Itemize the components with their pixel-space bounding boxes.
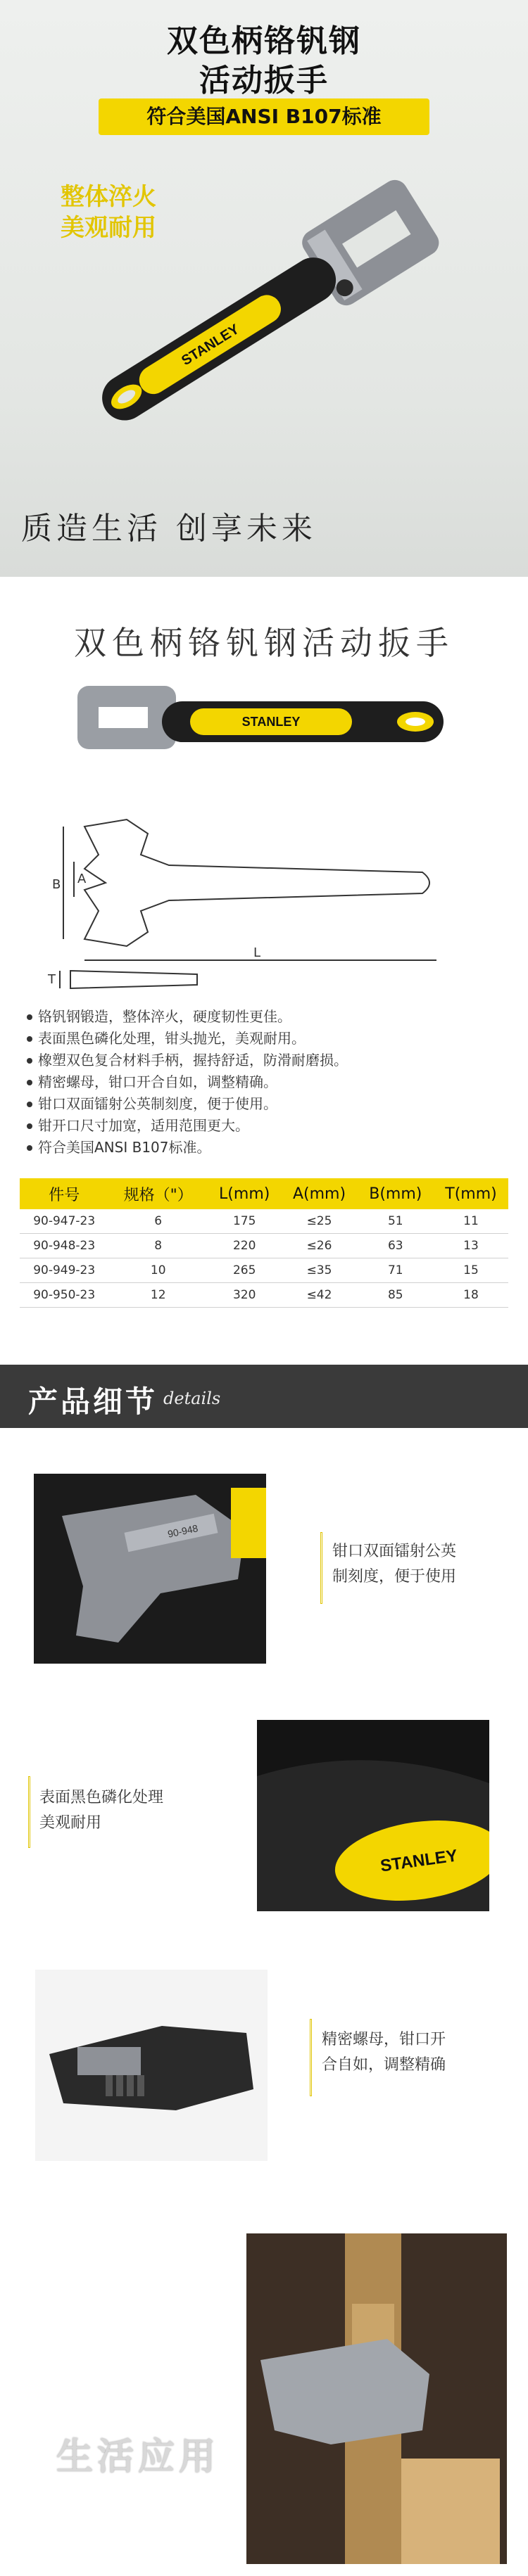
callout3-line1: 精密螺母，钳口开 (322, 2031, 446, 2048)
col-header-t: T(mm) (434, 1178, 508, 1209)
bullet-item (27, 1006, 449, 1028)
col-header-part-no: 件号 (20, 1178, 108, 1209)
table-cell: 175 (208, 1209, 281, 1234)
col-header-b: B(mm) (358, 1178, 434, 1209)
bullet-text: 钳口双面镭射公英制刻度，便于使用。 (38, 1095, 277, 1112)
table-cell: 11 (434, 1209, 508, 1234)
detail-photo-nut (35, 1970, 268, 2161)
dim-label-l: L (253, 945, 261, 960)
bullet-text: 铬钒钢锻造，整体淬火，硬度韧性更佳。 (38, 1008, 291, 1025)
table-cell: ≤25 (281, 1209, 357, 1234)
details-title-cn: 产品细节 (28, 1384, 158, 1419)
bullet-item (27, 1050, 449, 1071)
table-cell: ≤35 (281, 1258, 357, 1283)
table-cell: 90-948-23 (20, 1234, 108, 1258)
callout3-line (310, 2019, 312, 2096)
dim-label-t: T (48, 972, 56, 987)
bullet-text: 橡塑双色复合材料手柄，握持舒适，防滑耐磨损。 (38, 1052, 348, 1069)
table-row (20, 1234, 508, 1258)
details-header-bar (0, 1365, 528, 1428)
table-cell: 320 (208, 1283, 281, 1308)
table-cell: 8 (108, 1234, 208, 1258)
table-cell: 90-949-23 (20, 1258, 108, 1283)
table-cell: 63 (358, 1234, 434, 1258)
table-cell: 13 (434, 1234, 508, 1258)
hero-wrench-image (42, 162, 493, 485)
callout3-line2: 合自如，调整精确 (322, 2056, 446, 2074)
table-row (20, 1209, 508, 1234)
callout3 (322, 2027, 446, 2078)
photo-handle-brand: STANLEY (241, 715, 301, 729)
callout2-line2: 美观耐用 (39, 1814, 102, 1832)
table-cell: 18 (434, 1283, 508, 1308)
hero-slogan: 质造生活 创享未来 (21, 511, 317, 547)
bullet-item (27, 1137, 449, 1159)
feature-bullet-list (27, 1006, 449, 1159)
dim-label-a: A (77, 872, 87, 886)
bullet-dot-icon (27, 1036, 32, 1042)
dim-label-b: B (52, 877, 61, 892)
bullet-item (27, 1093, 449, 1115)
standard-banner (99, 98, 429, 135)
spec-table (20, 1178, 508, 1308)
col-header-size: 规格（"） (108, 1178, 208, 1209)
table-cell: 6 (108, 1209, 208, 1234)
life-application-photo (246, 2233, 507, 2564)
callout1-line (320, 1532, 322, 1604)
table-cell: 10 (108, 1258, 208, 1283)
handle-brand-text: STANLEY (379, 1846, 459, 1876)
bullet-dot-icon (27, 1123, 32, 1129)
table-cell: 85 (358, 1283, 434, 1308)
jaw-marking-text: 90-948 (166, 1522, 199, 1540)
callout1-line2: 制刻度，便于使用 (332, 1568, 457, 1586)
bullet-dot-icon (27, 1145, 32, 1151)
bullet-dot-icon (27, 1102, 32, 1107)
bullet-dot-icon (27, 1080, 32, 1085)
callout2-line1: 表面黑色磷化处理 (39, 1789, 164, 1806)
product-photo-wrench (63, 658, 465, 777)
col-header-a: A(mm) (281, 1178, 357, 1209)
table-cell: 265 (208, 1258, 281, 1283)
bullet-text: 符合美国ANSI B107标准。 (38, 1139, 211, 1156)
bullet-text: 钳开口尺寸加宽，适用范围更大。 (38, 1117, 249, 1134)
hero-handle-brand: STANLEY (179, 321, 242, 369)
bullet-item (27, 1028, 449, 1050)
hero-title-line1: 双色柄铬钒钢 (167, 23, 361, 59)
bullet-dot-icon (27, 1058, 32, 1064)
table-cell: 15 (434, 1258, 508, 1283)
detail-photo-handle (257, 1720, 489, 1911)
table-cell: 71 (358, 1258, 434, 1283)
table-row (20, 1283, 508, 1308)
table-cell: 90-950-23 (20, 1283, 108, 1308)
details-title-en: details (163, 1389, 221, 1408)
spec-table-header-row (20, 1178, 508, 1209)
table-cell: 90-947-23 (20, 1209, 108, 1234)
bullet-item (27, 1115, 449, 1137)
hero-feature-line1: 整体淬火 (61, 183, 156, 211)
callout1 (332, 1539, 456, 1590)
table-cell: 12 (108, 1283, 208, 1308)
table-row (20, 1258, 508, 1283)
detail-photo-jaw-scale (34, 1474, 266, 1664)
callout1-line1: 钳口双面镭射公英 (332, 1543, 457, 1560)
section2-title: 双色柄铬钒钢活动扳手 (74, 624, 454, 662)
bullet-item (27, 1071, 449, 1093)
callout2 (39, 1785, 163, 1836)
bullet-dot-icon (27, 1014, 32, 1020)
standard-banner-text: 符合美国ANSI B107标准 (146, 105, 382, 128)
table-cell: 51 (358, 1209, 434, 1234)
table-cell: ≤26 (281, 1234, 357, 1258)
dimension-diagram (42, 805, 472, 995)
hero-title-line2: 活动扳手 (199, 63, 329, 98)
table-cell: 220 (208, 1234, 281, 1258)
callout2-line (28, 1776, 30, 1848)
hero-feature-line2: 美观耐用 (61, 214, 156, 242)
bullet-text: 精密螺母，钳口开合自如，调整精确。 (38, 1073, 277, 1090)
table-cell: ≤42 (281, 1283, 357, 1308)
col-header-l: L(mm) (208, 1178, 281, 1209)
life-application-title: 生活应用 (56, 2436, 220, 2478)
bullet-text: 表面黑色磷化处理，钳头抛光，美观耐用。 (38, 1030, 306, 1047)
